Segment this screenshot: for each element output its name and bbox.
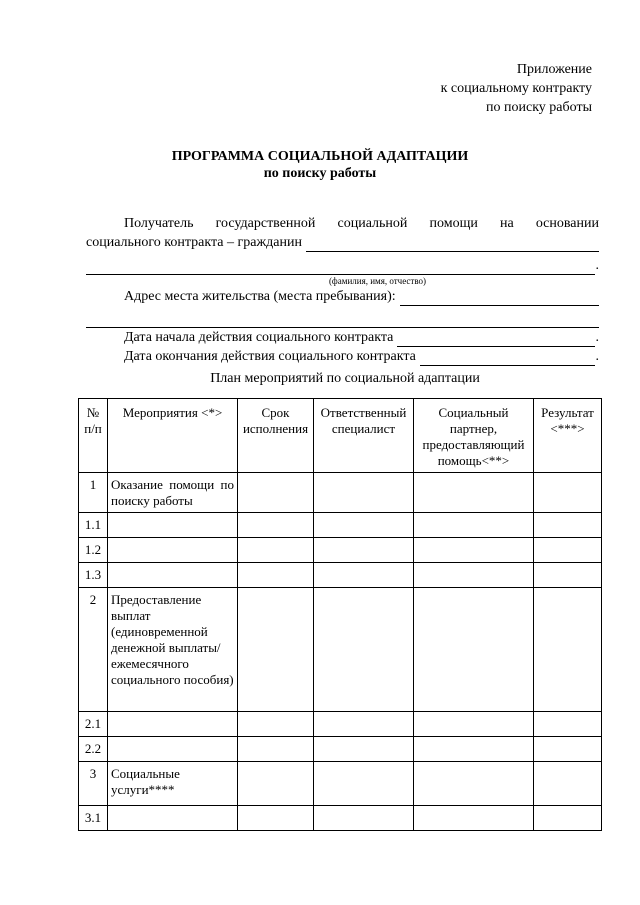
- row-result-cell[interactable]: [534, 712, 602, 737]
- recipient-line-3: [86, 256, 599, 275]
- row-deadline-cell[interactable]: [238, 513, 314, 538]
- recipient-section: [86, 214, 599, 366]
- row-number: 2.1: [79, 712, 108, 737]
- appendix-line-2: к социальному контракту: [440, 81, 592, 96]
- row-result-cell[interactable]: [534, 737, 602, 762]
- start-date-line: [86, 328, 599, 347]
- row-specialist-cell[interactable]: [314, 806, 414, 831]
- row-deadline-cell[interactable]: [238, 473, 314, 513]
- period: .: [595, 330, 599, 345]
- row-number: 2: [79, 588, 108, 712]
- row-activity[interactable]: [108, 563, 238, 588]
- end-date-label: Дата окончания действия социального контракта: [124, 349, 416, 364]
- row-partner-cell[interactable]: [414, 538, 534, 563]
- recipient-word: социальной: [337, 216, 408, 231]
- row-number: 1.3: [79, 563, 108, 588]
- end-date-field[interactable]: [420, 351, 595, 366]
- table-row: [79, 563, 602, 588]
- row-partner-cell[interactable]: [414, 762, 534, 806]
- table-row: [79, 712, 602, 737]
- row-number: 1.2: [79, 538, 108, 563]
- recipient-word: Получатель: [124, 216, 194, 231]
- address-line: [86, 287, 599, 306]
- table-row: [79, 737, 602, 762]
- row-result-cell[interactable]: [534, 538, 602, 563]
- header-deadline: Срок исполнения: [238, 399, 314, 473]
- row-specialist-cell[interactable]: [314, 538, 414, 563]
- row-deadline-cell[interactable]: [238, 588, 314, 712]
- header-activity: Мероприятия <*>: [108, 399, 238, 473]
- recipient-word: государственной: [215, 216, 316, 231]
- row-number: 3.1: [79, 806, 108, 831]
- plan-table: [78, 398, 602, 831]
- row-specialist-cell[interactable]: [314, 513, 414, 538]
- row-activity: Оказание помощи по поиску работы: [108, 473, 238, 513]
- table-row: [79, 762, 602, 806]
- recipient-word: помощи: [429, 216, 478, 231]
- header-partner: Социальный партнер, предоставляющий помощь<**>: [414, 399, 534, 473]
- address-field-cont[interactable]: [86, 313, 599, 328]
- row-result-cell[interactable]: [534, 806, 602, 831]
- title-main: ПРОГРАММА СОЦИАЛЬНОЙ АДАПТАЦИИ: [171, 149, 469, 164]
- address-field[interactable]: [400, 291, 599, 306]
- address-line-2: [86, 309, 599, 328]
- row-activity: Социальные услуги****: [108, 762, 238, 806]
- row-deadline-cell[interactable]: [238, 737, 314, 762]
- row-activity[interactable]: [108, 737, 238, 762]
- header-number: № п/п: [79, 399, 108, 473]
- row-specialist-cell[interactable]: [314, 737, 414, 762]
- recipient-line-1: [86, 214, 599, 233]
- start-date-label: Дата начала действия социального контракта: [124, 330, 394, 345]
- row-partner-cell[interactable]: [414, 806, 534, 831]
- row-activity[interactable]: [108, 806, 238, 831]
- title-sub: по поиску работы: [263, 166, 377, 181]
- document-title: [0, 148, 640, 182]
- appendix-line-1: Приложение: [516, 62, 592, 77]
- row-partner-cell[interactable]: [414, 513, 534, 538]
- row-deadline-cell[interactable]: [238, 538, 314, 563]
- table-row: [79, 513, 602, 538]
- row-deadline-cell[interactable]: [238, 563, 314, 588]
- row-specialist-cell[interactable]: [314, 473, 414, 513]
- row-result-cell[interactable]: [534, 513, 602, 538]
- row-partner-cell[interactable]: [414, 563, 534, 588]
- table-row: [79, 588, 602, 712]
- row-specialist-cell[interactable]: [314, 712, 414, 737]
- recipient-word: на: [499, 216, 514, 231]
- period: .: [595, 349, 599, 364]
- header-row: [79, 399, 602, 473]
- row-number: 3: [79, 762, 108, 806]
- row-result-cell[interactable]: [534, 563, 602, 588]
- appendix-line-3: по поиску работы: [486, 100, 592, 115]
- recipient-name-field-cont[interactable]: [86, 260, 595, 275]
- row-partner-cell[interactable]: [414, 712, 534, 737]
- recipient-label: социального контракта – гражданин: [86, 235, 302, 250]
- row-activity[interactable]: [108, 513, 238, 538]
- row-specialist-cell[interactable]: [314, 588, 414, 712]
- row-number: 2.2: [79, 737, 108, 762]
- header-result: Результат <***>: [534, 399, 602, 473]
- row-activity[interactable]: [108, 712, 238, 737]
- row-activity: Предоставление выплат (единовременной денежной выплаты/ ежемесячного социального пособия): [108, 588, 238, 712]
- row-deadline-cell[interactable]: [238, 712, 314, 737]
- row-result-cell[interactable]: [534, 762, 602, 806]
- table-row: [79, 806, 602, 831]
- plan-title: План мероприятий по социальной адаптации: [210, 371, 480, 386]
- table-row: [79, 473, 602, 513]
- table-row: [79, 538, 602, 563]
- recipient-word: основании: [535, 216, 599, 231]
- row-partner-cell[interactable]: [414, 473, 534, 513]
- header-specialist: Ответственный специалист: [314, 399, 414, 473]
- period: .: [595, 258, 599, 273]
- row-specialist-cell[interactable]: [314, 563, 414, 588]
- end-date-line: [86, 347, 599, 366]
- row-result-cell[interactable]: [534, 588, 602, 712]
- recipient-name-field[interactable]: [306, 237, 599, 252]
- start-date-field[interactable]: [397, 332, 594, 347]
- row-partner-cell[interactable]: [414, 588, 534, 712]
- row-deadline-cell[interactable]: [238, 762, 314, 806]
- row-deadline-cell[interactable]: [238, 806, 314, 831]
- recipient-line-2: [86, 233, 599, 252]
- row-number: 1: [79, 473, 108, 513]
- row-number: 1.1: [79, 513, 108, 538]
- recipient-hint: (фамилия, имя, отчество): [328, 276, 427, 286]
- row-result-cell[interactable]: [534, 473, 602, 513]
- address-label: Адрес места жительства (места пребывания):: [124, 289, 396, 304]
- row-specialist-cell[interactable]: [314, 762, 414, 806]
- appendix-note: [372, 60, 592, 117]
- row-partner-cell[interactable]: [414, 737, 534, 762]
- row-activity[interactable]: [108, 538, 238, 563]
